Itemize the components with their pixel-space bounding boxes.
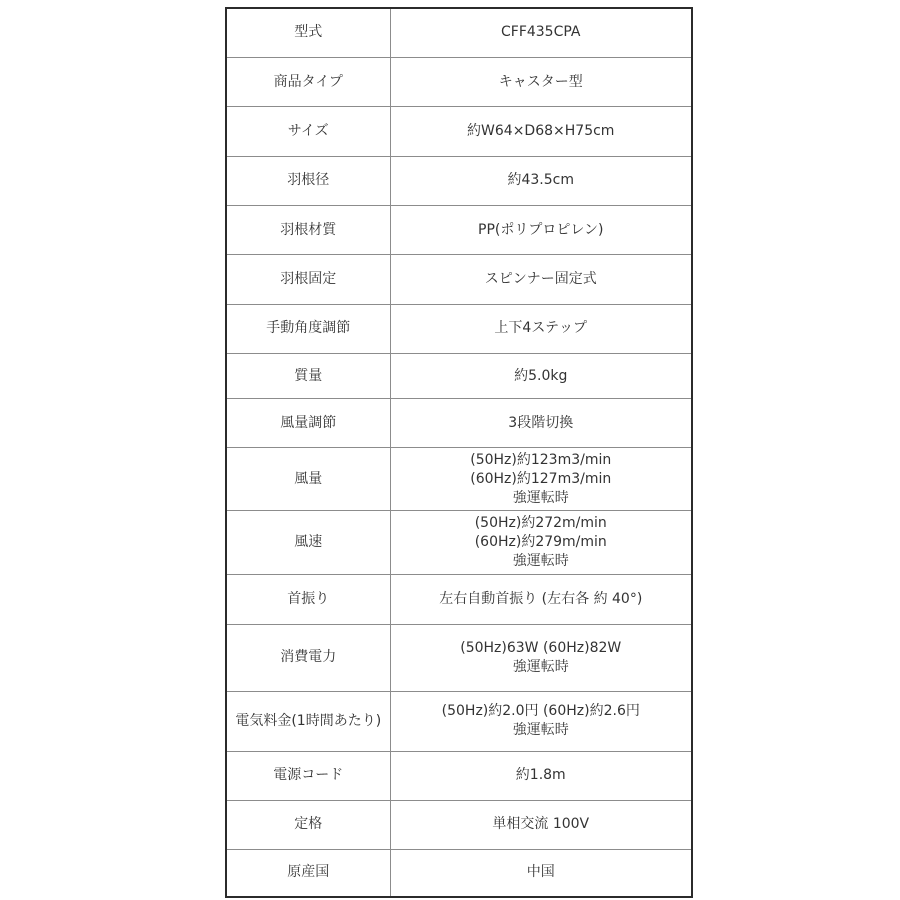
spec-value-line: 3段階切換 — [508, 414, 574, 431]
spec-value — [390, 107, 692, 156]
spec-row-power-cord — [226, 752, 692, 800]
spec-value — [390, 752, 692, 800]
spec-value-line: 単相交流 100V — [492, 816, 590, 833]
spec-value — [390, 625, 692, 692]
spec-label: 風量調節 — [226, 399, 390, 447]
spec-value-line: 上下4ステップ — [494, 320, 588, 337]
spec-value-line: 強運転時 — [512, 553, 569, 570]
spec-row-power-consumption — [226, 625, 692, 692]
spec-row-blade-diameter — [226, 156, 692, 205]
spec-value — [390, 304, 692, 353]
spec-label: 電気料金(1時間あたり) — [226, 691, 390, 751]
spec-value — [390, 511, 692, 575]
spec-value-line: キャスター型 — [498, 73, 583, 90]
spec-value-line: (50Hz)約2.0円 (60Hz)約2.6円 — [441, 703, 640, 720]
spec-value — [390, 574, 692, 624]
spec-value — [390, 255, 692, 304]
spec-row-airflow — [226, 447, 692, 511]
spec-value — [390, 354, 692, 399]
spec-row-wind-speed — [226, 511, 692, 575]
spec-value-line: (60Hz)約127m3/min — [470, 470, 612, 487]
spec-value — [390, 8, 692, 57]
spec-value — [390, 849, 692, 897]
spec-label: 羽根径 — [226, 156, 390, 205]
spec-row-model — [226, 8, 692, 57]
spec-value-line: (60Hz)約279m/min — [474, 534, 607, 551]
spec-label: 商品タイプ — [226, 57, 390, 106]
spec-label: 型式 — [226, 8, 390, 57]
spec-value-line: 強運転時 — [512, 489, 569, 506]
spec-value-line: 約W64×D68×H75cm — [467, 122, 615, 139]
spec-value-line: (50Hz)約123m3/min — [470, 451, 612, 468]
spec-label: 羽根材質 — [226, 206, 390, 255]
spec-value — [390, 57, 692, 106]
spec-value-line: (50Hz)約272m/min — [474, 515, 607, 532]
spec-value-line: 約1.8m — [515, 767, 566, 784]
spec-value — [390, 447, 692, 511]
spec-row-weight — [226, 354, 692, 399]
spec-label: 風速 — [226, 511, 390, 575]
spec-value-line: CFF435CPA — [500, 24, 581, 41]
spec-value-line: (50Hz)63W (60Hz)82W — [460, 639, 622, 656]
spec-value-line: 強運転時 — [512, 658, 569, 675]
spec-label: 原産国 — [226, 849, 390, 897]
spec-label: 定格 — [226, 800, 390, 849]
spec-value — [390, 691, 692, 751]
spec-row-airflow-control — [226, 399, 692, 447]
spec-row-rating — [226, 800, 692, 849]
spec-row-product-type — [226, 57, 692, 106]
spec-value-line: 左右自動首振り (左右各 約 40°) — [439, 591, 643, 608]
spec-row-origin — [226, 849, 692, 897]
spec-label: 羽根固定 — [226, 255, 390, 304]
spec-row-blade-material — [226, 206, 692, 255]
spec-value-line: 約43.5cm — [507, 172, 574, 189]
spec-label: サイズ — [226, 107, 390, 156]
spec-label: 質量 — [226, 354, 390, 399]
spec-row-angle-adjust — [226, 304, 692, 353]
spec-row-electricity-cost — [226, 691, 692, 751]
spec-value-line: スピンナー固定式 — [484, 271, 597, 288]
spec-value-line: 強運転時 — [512, 722, 569, 739]
spec-value — [390, 399, 692, 447]
spec-value-line: 約5.0kg — [514, 367, 568, 384]
spec-label: 首振り — [226, 574, 390, 624]
spec-table — [225, 7, 693, 898]
spec-row-oscillation — [226, 574, 692, 624]
spec-value-line: 中国 — [526, 864, 555, 881]
spec-row-size — [226, 107, 692, 156]
spec-label: 消費電力 — [226, 625, 390, 692]
spec-value — [390, 800, 692, 849]
spec-label: 風量 — [226, 447, 390, 511]
spec-value — [390, 206, 692, 255]
spec-label: 電源コード — [226, 752, 390, 800]
spec-row-blade-fixing — [226, 255, 692, 304]
spec-value — [390, 156, 692, 205]
spec-value-line: PP(ポリプロピレン) — [478, 221, 604, 238]
spec-label: 手動角度調節 — [226, 304, 390, 353]
